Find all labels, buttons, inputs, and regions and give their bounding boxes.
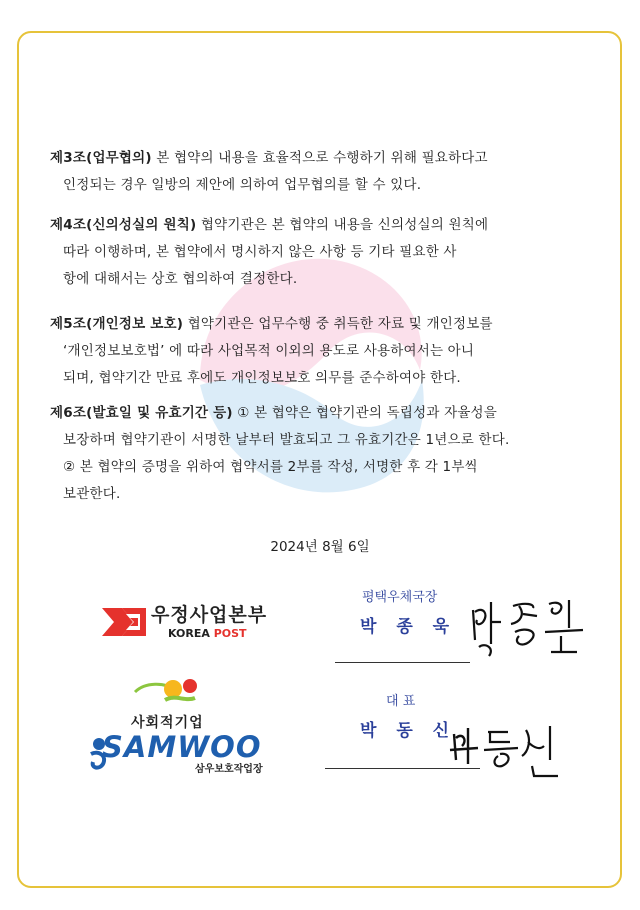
signer-1-signature-icon xyxy=(465,592,590,662)
signing-date: 2024년 8월 6일 xyxy=(270,539,370,555)
article-6-line-4: 보관한다. xyxy=(63,486,121,502)
article-4-line-2: 따라 이행하며, 본 협약에서 명시하지 않은 사항 등 기타 필요한 사 xyxy=(63,244,457,260)
article-5-line-3: 되며, 협약기간 만료 후에도 개인정보보호 의무를 준수하여야 한다. xyxy=(63,370,461,386)
article-6-line-2: 보장하며 협약기관이 서명한 날부터 발효되고 그 유효기간은 1년으로 한다. xyxy=(63,432,510,448)
samwoo-subtitle: 삼우보호작업장 xyxy=(195,764,263,775)
article-4-heading: 제4조(신의성실의 원칙) xyxy=(50,217,197,233)
article-6 xyxy=(50,400,570,508)
social-enterprise-label: 사회적기업 xyxy=(131,715,204,731)
article-4-line-3: 항에 대해서는 상호 협의하여 결정한다. xyxy=(63,271,298,287)
article-5 xyxy=(50,311,570,392)
article-6-line-1: ① 본 협약은 협약기관의 독립성과 자율성을 xyxy=(237,405,498,421)
article-3-heading: 제3조(업무협의) xyxy=(50,150,152,166)
signer-1-name: 박 종 욱 xyxy=(360,617,457,637)
signer-1-title: 평택우체국장 xyxy=(362,590,438,605)
signer-2-title: 대 표 xyxy=(386,694,416,709)
article-3-line-2: 인정되는 경우 일방의 제안에 의하여 업무협의를 할 수 있다. xyxy=(63,177,422,193)
article-5-line-1: 협약기관은 업무수행 중 취득한 자료 및 개인정보를 xyxy=(187,316,493,332)
samwoo-name: SAMWOO xyxy=(102,730,262,764)
signer-2-name: 박 동 신 xyxy=(360,721,457,741)
article-3 xyxy=(50,145,570,199)
article-4 xyxy=(50,212,570,293)
korea-post-sub-korea: KOREA xyxy=(168,627,214,640)
article-4-line-1: 협약기관은 본 협약의 내용을 신의성실의 원칙에 xyxy=(200,217,489,233)
signer-1-signature-line xyxy=(335,662,470,663)
signer-2-signature-icon xyxy=(448,720,563,780)
korea-post-sub-post: POST xyxy=(213,627,247,640)
korea-post-subtitle xyxy=(168,627,247,640)
article-3-line-1: 본 협약의 내용을 효율적으로 수행하기 위해 필요하다고 xyxy=(156,150,488,166)
article-6-line-3: ② 본 협약의 증명을 위하여 협약서를 2부를 작성, 서명한 후 각 1부씩 xyxy=(63,459,478,475)
article-5-heading: 제5조(개인정보 보호) xyxy=(50,316,184,332)
article-6-heading: 제6조(발효일 및 유효기간 등) xyxy=(50,405,233,421)
korea-post-name: 우정사업본부 xyxy=(151,604,268,626)
article-5-line-2: ‘개인정보보호법’ 에 따라 사업목적 이외의 용도로 사용하여서는 아니 xyxy=(63,343,475,359)
